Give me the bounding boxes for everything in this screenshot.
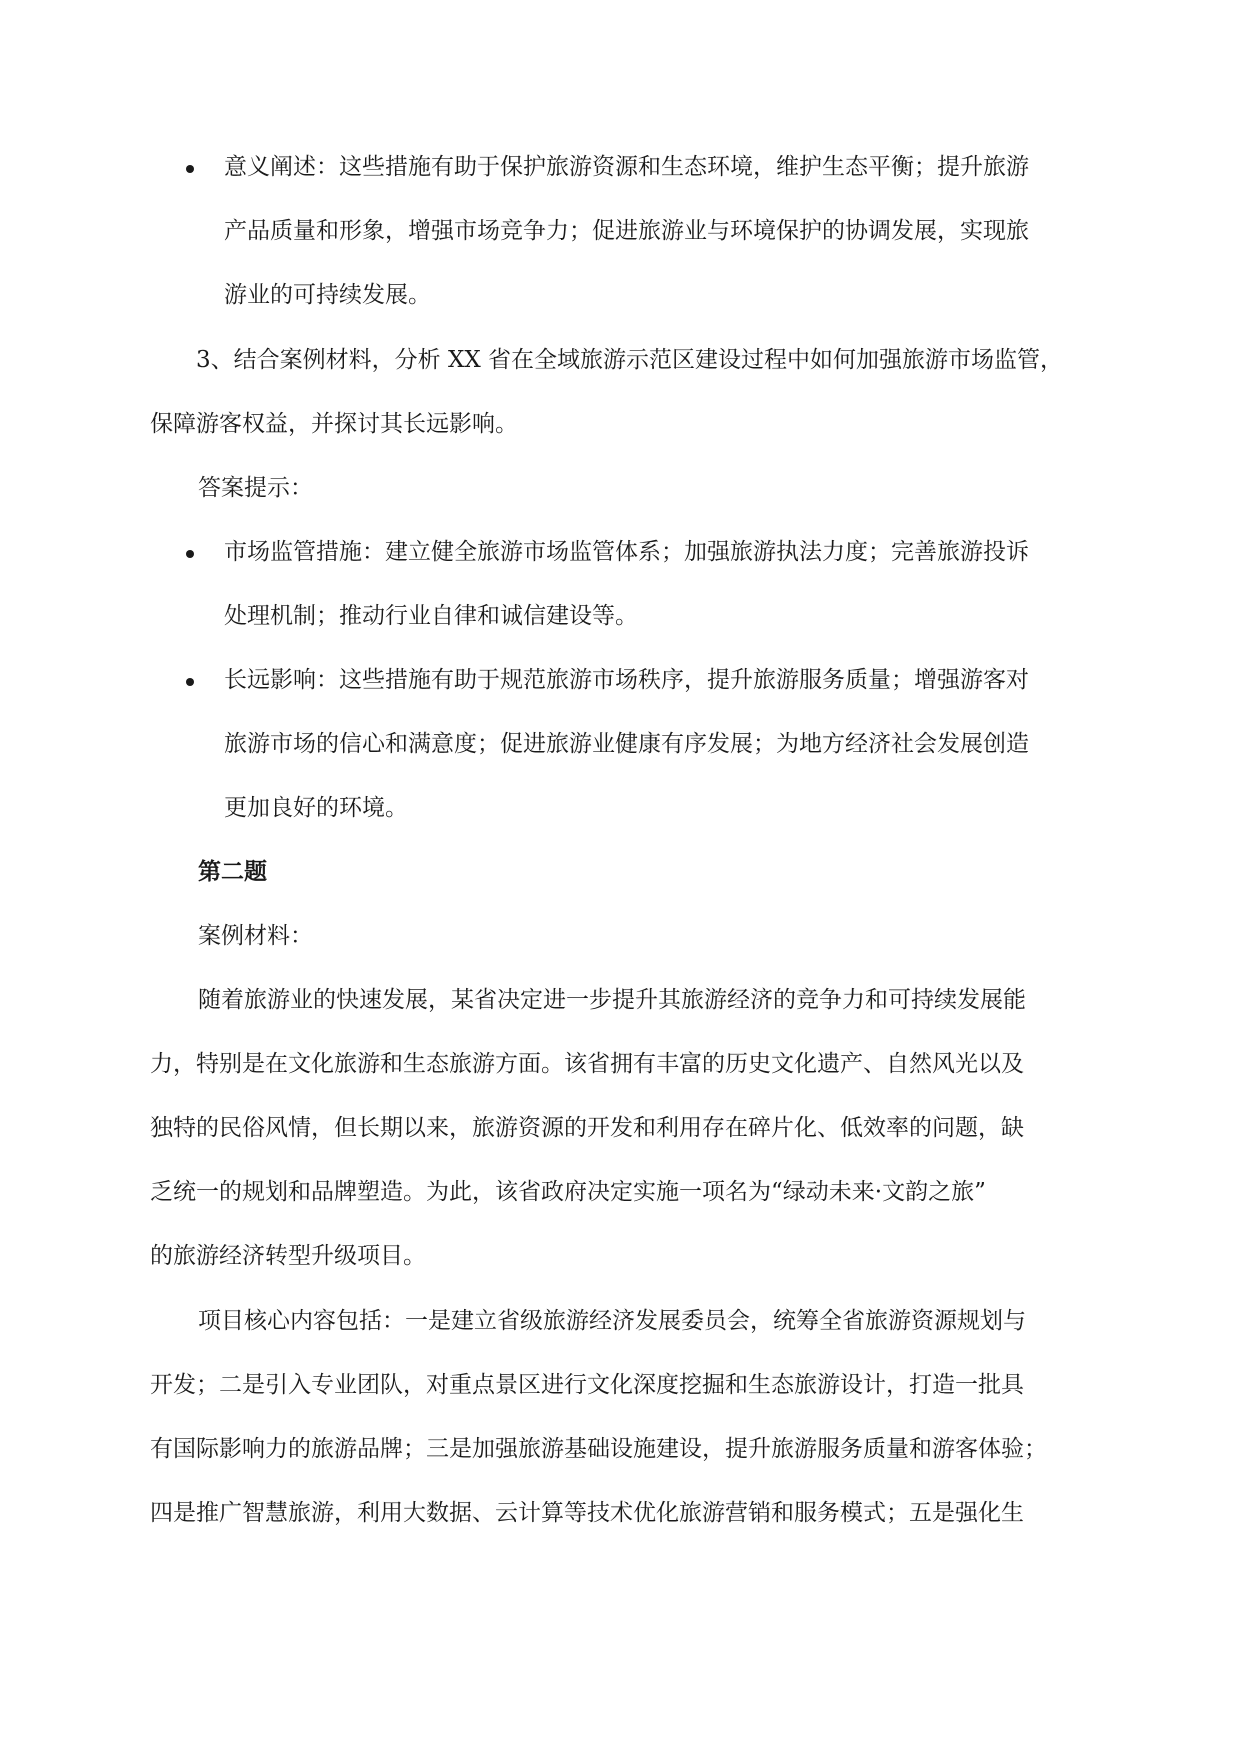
paragraph-1-line-3: 独特的民俗风情，但长期以来，旅游资源的开发和利用存在碎片化、低效率的问题，缺 [150, 1115, 1024, 1141]
bullet-2-line-1: 市场监管措施：建立健全旅游市场监管体系；加强旅游执法力度；完善旅游投诉 [224, 539, 1029, 565]
question-3-line-2: 保障游客权益，并探讨其长远影响。 [150, 411, 518, 437]
paragraph-2-line-2: 开发；二是引入专业团队，对重点景区进行文化深度挖掘和生态旅游设计，打造一批具 [150, 1372, 1024, 1398]
paragraph-1-line-4: 乏统一的规划和品牌塑造。为此，该省政府决定实施一项名为“绿动未来·文韵之旅” [150, 1179, 986, 1205]
bullet-1-line-2: 产品质量和形象，增强市场竞争力；促进旅游业与环境保护的协调发展，实现旅 [224, 218, 1029, 244]
paragraph-2-line-3: 有国际影响力的旅游品牌；三是加强旅游基础设施建设，提升旅游服务质量和游客体验； [150, 1436, 1047, 1462]
paragraph-2-line-4: 四是推广智慧旅游，利用大数据、云计算等技术优化旅游营销和服务模式；五是强化生 [150, 1500, 1024, 1526]
bullet-3-line-1: 长远影响：这些措施有助于规范旅游市场秩序，提升旅游服务质量；增强游客对 [224, 667, 1029, 693]
bullet-1-line-1: 意义阐述：这些措施有助于保护旅游资源和生态环境，维护生态平衡；提升旅游 [224, 154, 1029, 180]
paragraph-2-line-1: 项目核心内容包括：一是建立省级旅游经济发展委员会，统筹全省旅游资源规划与 [198, 1308, 1026, 1334]
paragraph-1-line-1: 随着旅游业的快速发展，某省决定进一步提升其旅游经济的竞争力和可持续发展能 [198, 987, 1026, 1013]
paragraph-1-line-5: 的旅游经济转型升级项目。 [150, 1243, 426, 1269]
answer-hint-label: 答案提示： [198, 475, 313, 501]
bullet-icon [186, 550, 194, 558]
case-material-label: 案例材料： [198, 923, 313, 949]
bullet-icon [186, 165, 194, 173]
bullet-2-line-2: 处理机制；推动行业自律和诚信建设等。 [224, 603, 638, 629]
bullet-1-line-3: 游业的可持续发展。 [224, 282, 431, 308]
section-2-title: 第二题 [198, 858, 267, 885]
question-3-line-1: 3、结合案例材料，分析 XX 省在全域旅游示范区建设过程中如何加强旅游市场监管， [196, 347, 1064, 373]
bullet-3-line-2: 旅游市场的信心和满意度；促进旅游业健康有序发展；为地方经济社会发展创造 [224, 731, 1029, 757]
paragraph-1-line-2: 力，特别是在文化旅游和生态旅游方面。该省拥有丰富的历史文化遗产、自然风光以及 [150, 1051, 1024, 1077]
bullet-3-line-3: 更加良好的环境。 [224, 795, 408, 821]
bullet-icon [186, 678, 194, 686]
